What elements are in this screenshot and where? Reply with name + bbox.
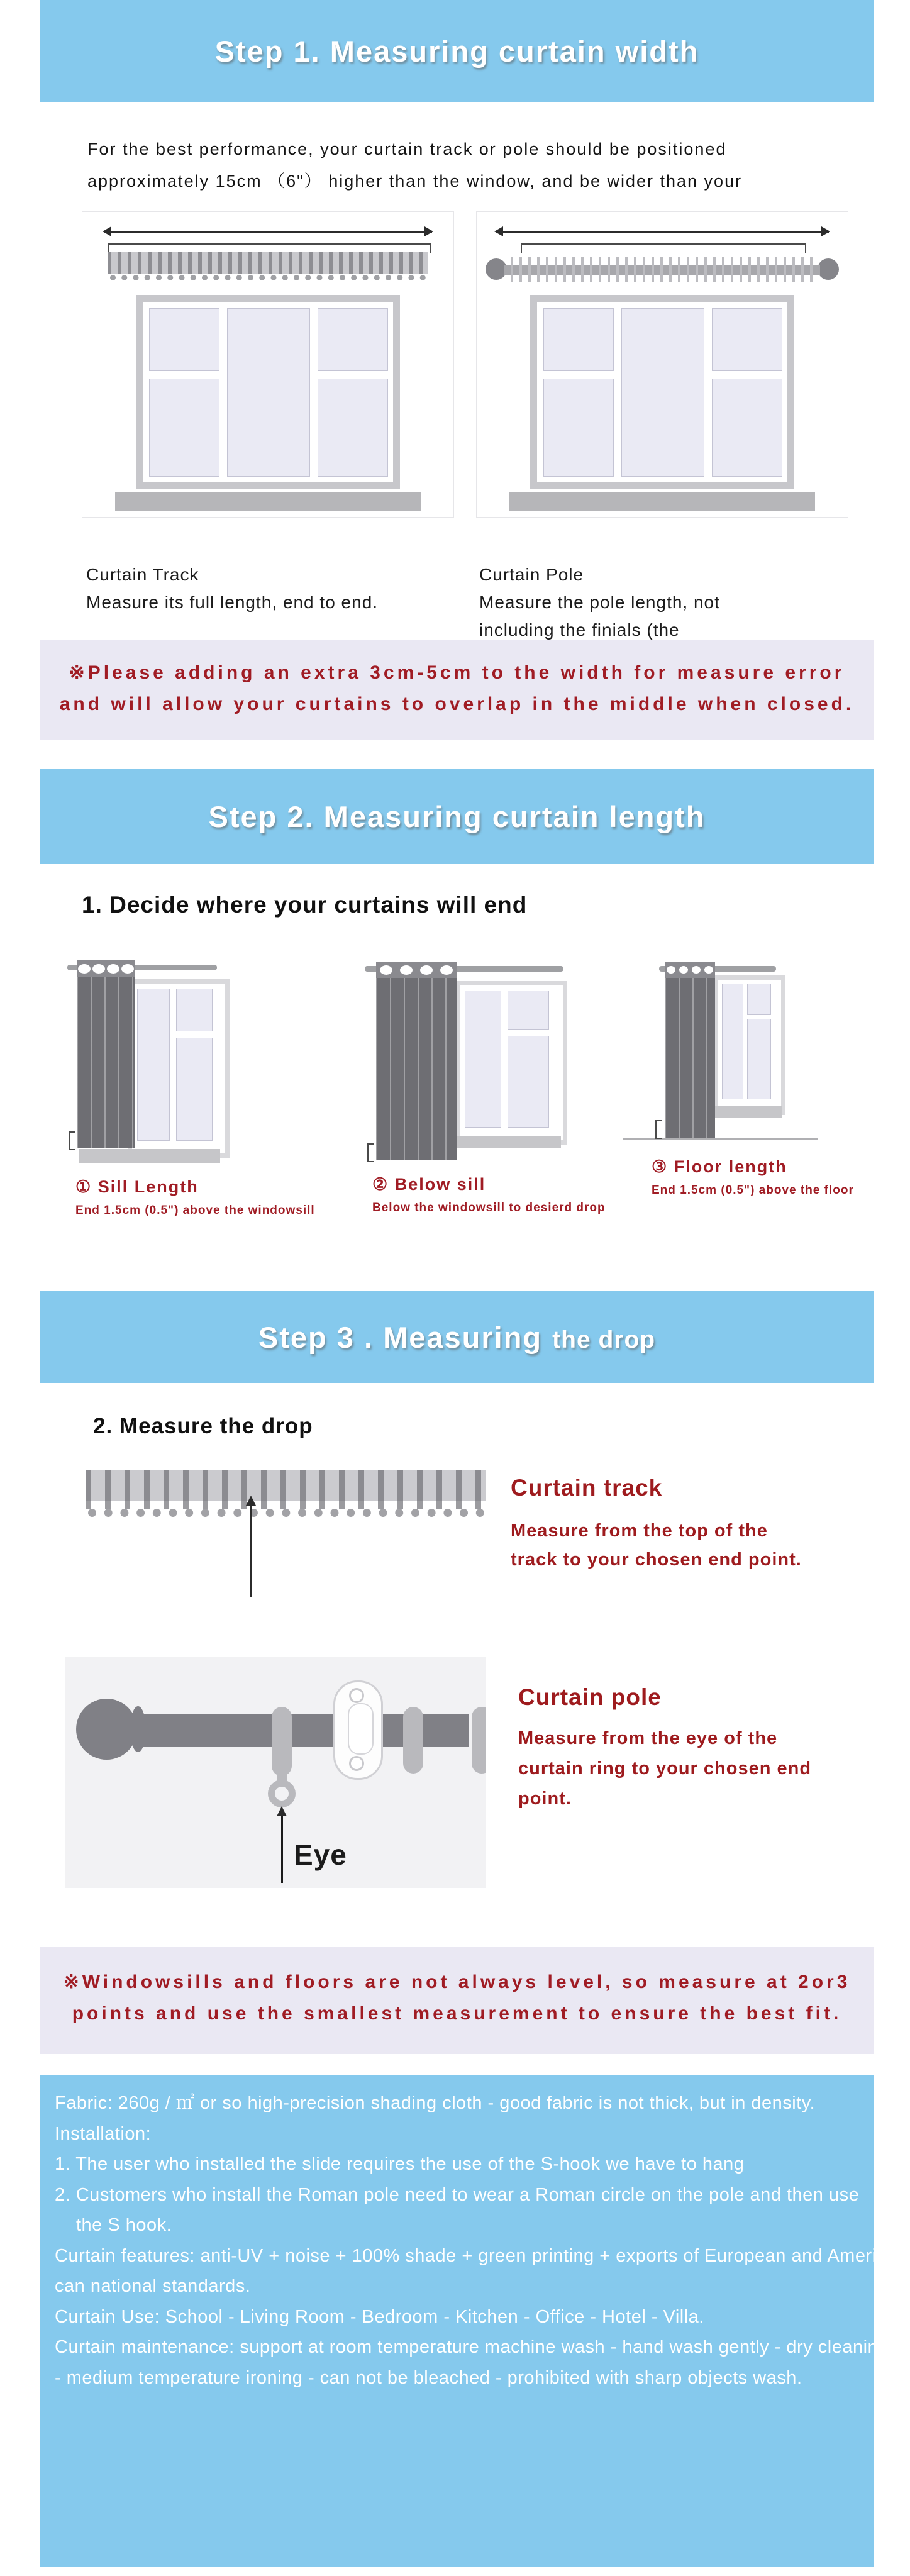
windowsill [709, 1106, 782, 1118]
window-pane [621, 308, 704, 477]
footer-line: Curtain Use: School - Living Room - Bedroom - Kitchen - Office - Hotel - Villa. [55, 2306, 704, 2327]
window-pane [747, 1019, 771, 1099]
window-pane [149, 308, 219, 371]
curtain-illustration [665, 962, 715, 1138]
track-caption-line: Measure its full length, end to end. [86, 592, 379, 612]
pole-rings [511, 257, 814, 282]
grommet [704, 966, 713, 974]
footer-line: can national standards. [55, 2276, 251, 2296]
grommet-band [77, 960, 135, 977]
end-point-bracket [367, 1143, 374, 1162]
level-note-line1: ※Windowsills and floors are not always level, so measure at 2or3 [63, 1972, 851, 1992]
window-pane [149, 379, 219, 477]
step1-banner-title: Step 1. Measuring curtain width [214, 34, 699, 68]
window-pane [543, 308, 614, 371]
width-note-line1: ※Please adding an extra 3cm-5cm to the width for measure error [69, 662, 845, 683]
grommet [440, 965, 453, 975]
track-hooks [110, 275, 426, 280]
step2-heading: 1. Decide where your curtains will end [82, 892, 528, 918]
pole-caption-line1: Measure the pole length, not [479, 592, 720, 612]
grommet [380, 965, 392, 975]
window-pane [712, 379, 782, 477]
curtain-pole-label: Curtain pole [518, 1684, 662, 1710]
sill-length-title: ① Sill Length [75, 1177, 199, 1196]
step3-banner [40, 1291, 874, 1383]
curtain-pole-diagram [65, 1657, 486, 1888]
bracket-screw [349, 1756, 364, 1771]
step3-heading: 2. Measure the drop [93, 1414, 313, 1438]
curtain-track-illustration [108, 252, 428, 274]
eye-arrow-icon [281, 1815, 283, 1883]
windowsill [115, 492, 421, 511]
bracket-screw [349, 1688, 364, 1703]
grommet-band [376, 962, 457, 978]
footer-line: 1. The user who installed the slide requires the use of the S-hook we have to hang [55, 2154, 745, 2174]
step3-banner-main: Step 3 . Measuring [258, 1320, 543, 1354]
pole-finial [76, 1699, 137, 1760]
footer-line: the S hook. [76, 2215, 172, 2235]
footer-line: Installation: [55, 2123, 152, 2144]
window-frame [537, 302, 787, 482]
width-note [40, 640, 874, 740]
curtain-illustration [376, 962, 457, 1160]
window-pane [722, 984, 743, 1099]
grommet [107, 964, 119, 974]
below-sill-desc: Below the windowsill to desierd drop [372, 1201, 606, 1214]
curtain-track-line2: track to your chosen end point. [511, 1550, 802, 1570]
window-pane [543, 379, 614, 477]
pole-finial-right [818, 258, 839, 280]
window-pane [747, 984, 771, 1015]
footer-line: - medium temperature ironing - can not be bleached - prohibited with sharp objects wash. [55, 2367, 802, 2388]
curtain-pole-line3: point. [518, 1789, 572, 1809]
windowsill [444, 1136, 561, 1148]
width-arrow-icon [104, 231, 432, 233]
curtain-pole-figure [476, 211, 848, 518]
curtain-ring [272, 1707, 292, 1776]
step3-banner-sub: the drop [552, 1326, 656, 1353]
grommet-band [665, 962, 715, 978]
product-details-footer [40, 2075, 889, 2567]
footer-line: Curtain maintenance: support at room temperature machine wash - hand wash gently - dry cleaning [55, 2337, 889, 2357]
curtain-ring [472, 1707, 486, 1774]
window-frame [143, 302, 393, 482]
mini-window [714, 975, 785, 1115]
track-hook-stems [86, 1501, 486, 1509]
window-illustration [136, 295, 400, 489]
window-pane [712, 308, 782, 371]
window-pane [176, 989, 213, 1031]
footer-text [55, 2088, 889, 2393]
curtain-track-label: Curtain track [511, 1475, 663, 1501]
windowsill [509, 492, 815, 511]
curtain-ring [403, 1707, 423, 1774]
measure-up-arrow-icon [250, 1504, 252, 1597]
sill-length-desc: End 1.5cm (0.5") above the windowsill [75, 1204, 315, 1217]
windowsill [79, 1149, 220, 1163]
grommet [420, 965, 433, 975]
window-pane [137, 989, 170, 1141]
footer-line: Fabric: 260g / ㎡ or so high-precision shading cloth - good fabric is not thick, but in density. [55, 2093, 816, 2113]
width-arrow-icon [496, 231, 829, 233]
window-illustration [530, 295, 794, 489]
step2-banner-title: Step 2. Measuring curtain length [208, 799, 706, 833]
track-caption-title: Curtain Track [86, 565, 199, 584]
grommet [78, 964, 91, 974]
eye-label: Eye [294, 1838, 347, 1871]
curtain-pole-line1: Measure from the eye of the [518, 1728, 778, 1748]
grommet [121, 964, 134, 974]
step3-banner-title [258, 1320, 655, 1355]
mini-window [128, 979, 230, 1158]
footer-line: 2. Customers who install the Roman pole need to wear a Roman circle on the pole and then use [55, 2184, 860, 2205]
below-sill-title: ② Below sill [372, 1175, 486, 1194]
track-hooks [88, 1509, 484, 1517]
grommet [679, 966, 688, 974]
curtain-track-figure [82, 211, 454, 518]
pole-finial-left [486, 258, 507, 280]
bracket-slot [348, 1703, 374, 1755]
step1-intro-line1: For the best performance, your curtain track or pole should be positioned [87, 140, 727, 158]
measure-bracket [521, 243, 806, 253]
window-pane [227, 308, 310, 477]
pole-caption-line2: including the finials (the [479, 620, 680, 640]
floor-line [623, 1138, 818, 1140]
step1-banner [40, 0, 874, 102]
level-note [40, 1947, 874, 2054]
width-note-line2: and will allow your curtains to overlap in the middle when closed. [59, 694, 855, 714]
end-point-bracket [69, 1131, 75, 1150]
floor-length-title: ③ Floor length [652, 1157, 787, 1176]
floor-length-desc: End 1.5cm (0.5") above the floor [652, 1184, 854, 1197]
eye-ring [268, 1780, 296, 1807]
end-point-bracket [655, 1120, 662, 1139]
curtain-illustration [77, 960, 135, 1148]
window-pane [176, 1038, 213, 1141]
grommet [400, 965, 413, 975]
window-pane [508, 1036, 549, 1128]
pole-caption-title: Curtain Pole [479, 565, 584, 584]
footer-line: Curtain features: anti-UV + noise + 100% shade + green printing + exports of European and Ameri- [55, 2245, 883, 2266]
window-pane [465, 991, 501, 1128]
mini-window [455, 981, 567, 1145]
measure-bracket [108, 243, 431, 253]
level-note-line2: points and use the smallest measurement to ensure the best fit. [72, 2003, 842, 2024]
curtain-pole-line2: curtain ring to your chosen end [518, 1758, 812, 1779]
window-pane [318, 379, 388, 477]
grommet [692, 966, 701, 974]
grommet [92, 964, 105, 974]
window-pane [318, 308, 388, 371]
step1-intro-line2: approximately 15cm （6"） higher than the window, and be wider than your [87, 172, 743, 191]
step2-banner [40, 769, 874, 864]
grommet [667, 966, 675, 974]
window-pane [508, 991, 549, 1030]
curtain-track-illustration [86, 1470, 486, 1501]
curtain-track-line1: Measure from the top of the [511, 1521, 768, 1541]
